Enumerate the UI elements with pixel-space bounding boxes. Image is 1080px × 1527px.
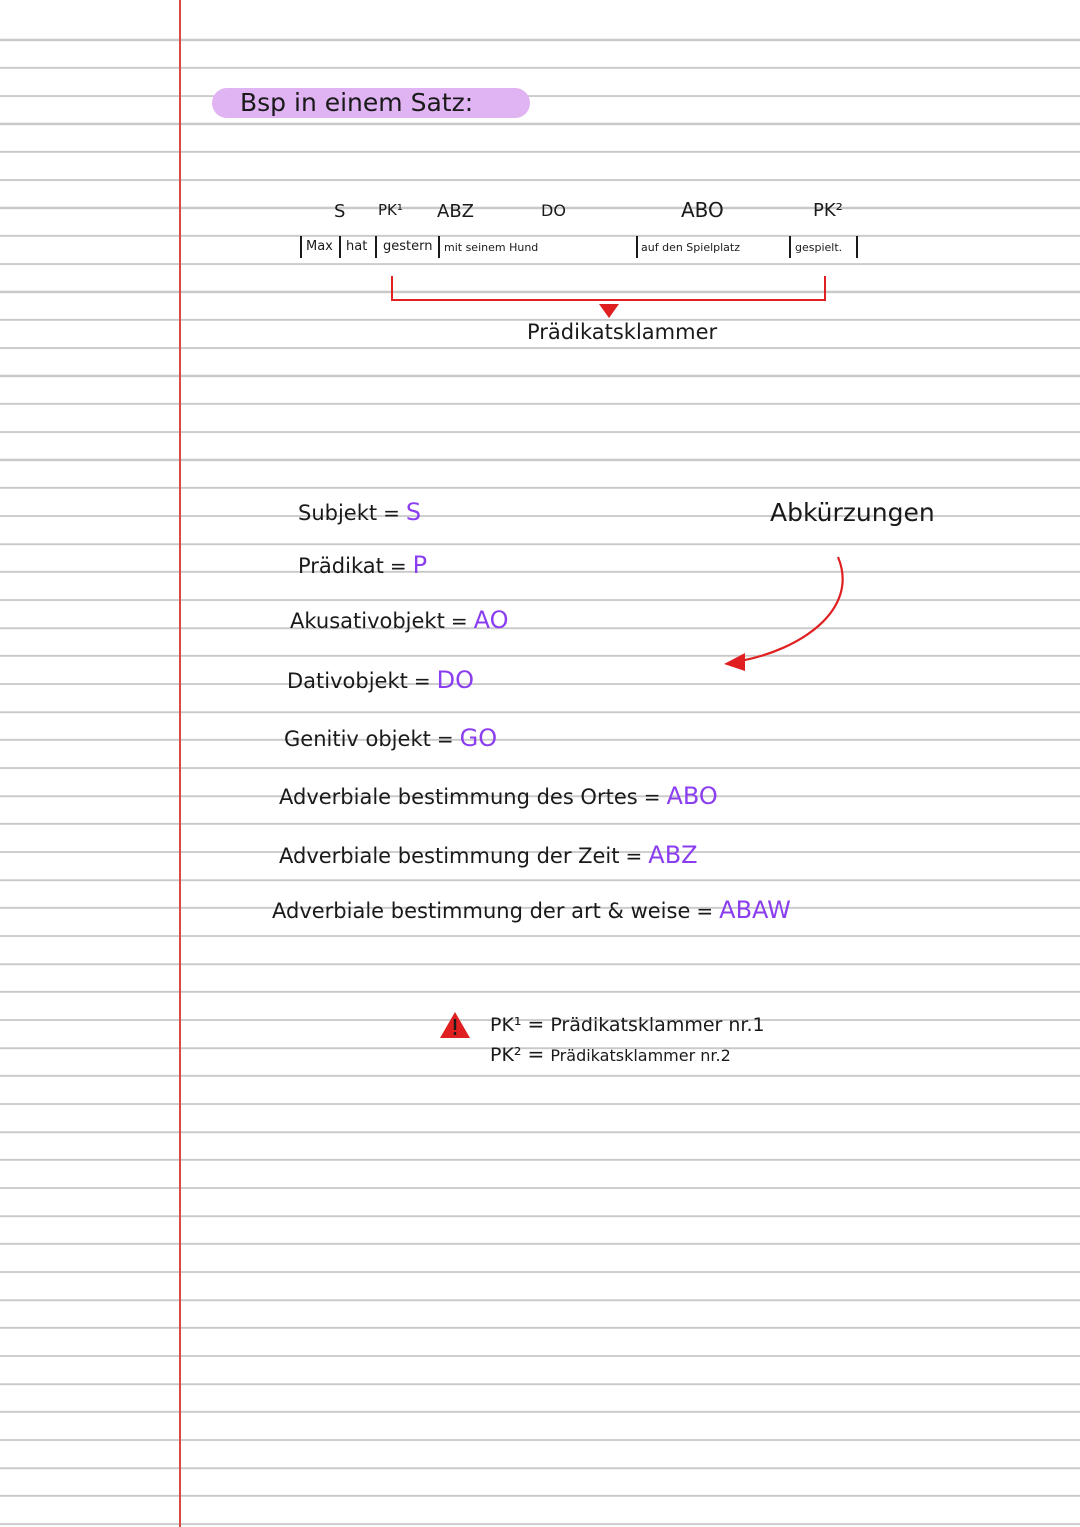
legend-abbr: GO <box>459 724 498 752</box>
equals-sign: = <box>450 609 468 633</box>
legend-term: Akusativobjekt <box>290 609 445 633</box>
legend-abbr: AO <box>473 606 509 634</box>
label-pk2: PK² <box>813 200 843 221</box>
word-gestern: gestern <box>383 239 433 254</box>
legend-row <box>279 784 718 808</box>
side-label-abkuerzungen: Abkürzungen <box>770 498 935 527</box>
label-pk1: PK¹ <box>378 201 403 219</box>
legend-abbr: S <box>405 498 422 526</box>
note-key: PK¹ <box>490 1014 522 1036</box>
equals-sign: = <box>643 785 661 809</box>
legend-row <box>272 898 791 922</box>
legend-abbr: ABZ <box>648 841 698 869</box>
curved-arrow-head <box>724 653 745 671</box>
legend-term: Adverbiale bestimmung des Ortes <box>279 785 638 809</box>
equals-sign: = <box>383 501 400 525</box>
legend-row <box>298 500 421 524</box>
label-s: S <box>334 201 346 222</box>
note-pk2 <box>490 1044 731 1065</box>
legend-term: Adverbiale bestimmung der Zeit <box>279 844 620 868</box>
equals-sign: = <box>527 1012 545 1036</box>
label-abz: ABZ <box>437 201 474 222</box>
legend-term: Genitiv objekt <box>284 727 431 751</box>
bracket-arrow-head <box>599 304 619 318</box>
legend-term: Dativobjekt <box>287 669 408 693</box>
word-gespielt: gespielt. <box>795 241 843 254</box>
word-mit-seinem-hund: mit seinem Hund <box>444 241 539 254</box>
label-do: DO <box>541 201 566 220</box>
note-key: PK² <box>490 1044 522 1066</box>
legend-term: Prädikat <box>298 554 384 578</box>
curved-arrow <box>740 557 843 661</box>
legend-row <box>287 668 474 692</box>
equals-sign: = <box>436 727 454 751</box>
equals-sign: = <box>413 669 431 693</box>
legend-abbr: DO <box>436 666 475 694</box>
bracket-label: Prädikatsklammer <box>527 320 718 344</box>
legend-row <box>279 843 698 867</box>
page-title: Bsp in einem Satz: <box>240 88 474 117</box>
equals-sign: = <box>527 1042 545 1066</box>
word-auf-den-spielplatz: auf den Spielplatz <box>641 241 741 254</box>
legend-row <box>290 608 508 632</box>
predicate-bracket <box>392 276 825 300</box>
note-value: Prädikatsklammer nr.2 <box>550 1046 731 1065</box>
note-pk1 <box>490 1014 765 1035</box>
legend-row <box>284 726 497 750</box>
legend-row <box>298 553 427 577</box>
legend-abbr: ABO <box>666 782 718 810</box>
legend-abbr: ABAW <box>719 896 791 924</box>
equals-sign: = <box>625 844 643 868</box>
word-hat: hat <box>346 239 368 254</box>
note-value: Prädikatsklammer nr.1 <box>550 1014 765 1036</box>
word-max: Max <box>306 239 333 254</box>
warning-triangle-icon <box>440 1012 470 1038</box>
label-abo: ABO <box>681 198 724 222</box>
legend-term: Adverbiale bestimmung der art & weise <box>272 899 691 923</box>
equals-sign: = <box>389 554 407 578</box>
equals-sign: = <box>696 899 714 923</box>
legend-term: Subjekt <box>298 501 378 525</box>
legend-abbr: P <box>412 551 428 579</box>
